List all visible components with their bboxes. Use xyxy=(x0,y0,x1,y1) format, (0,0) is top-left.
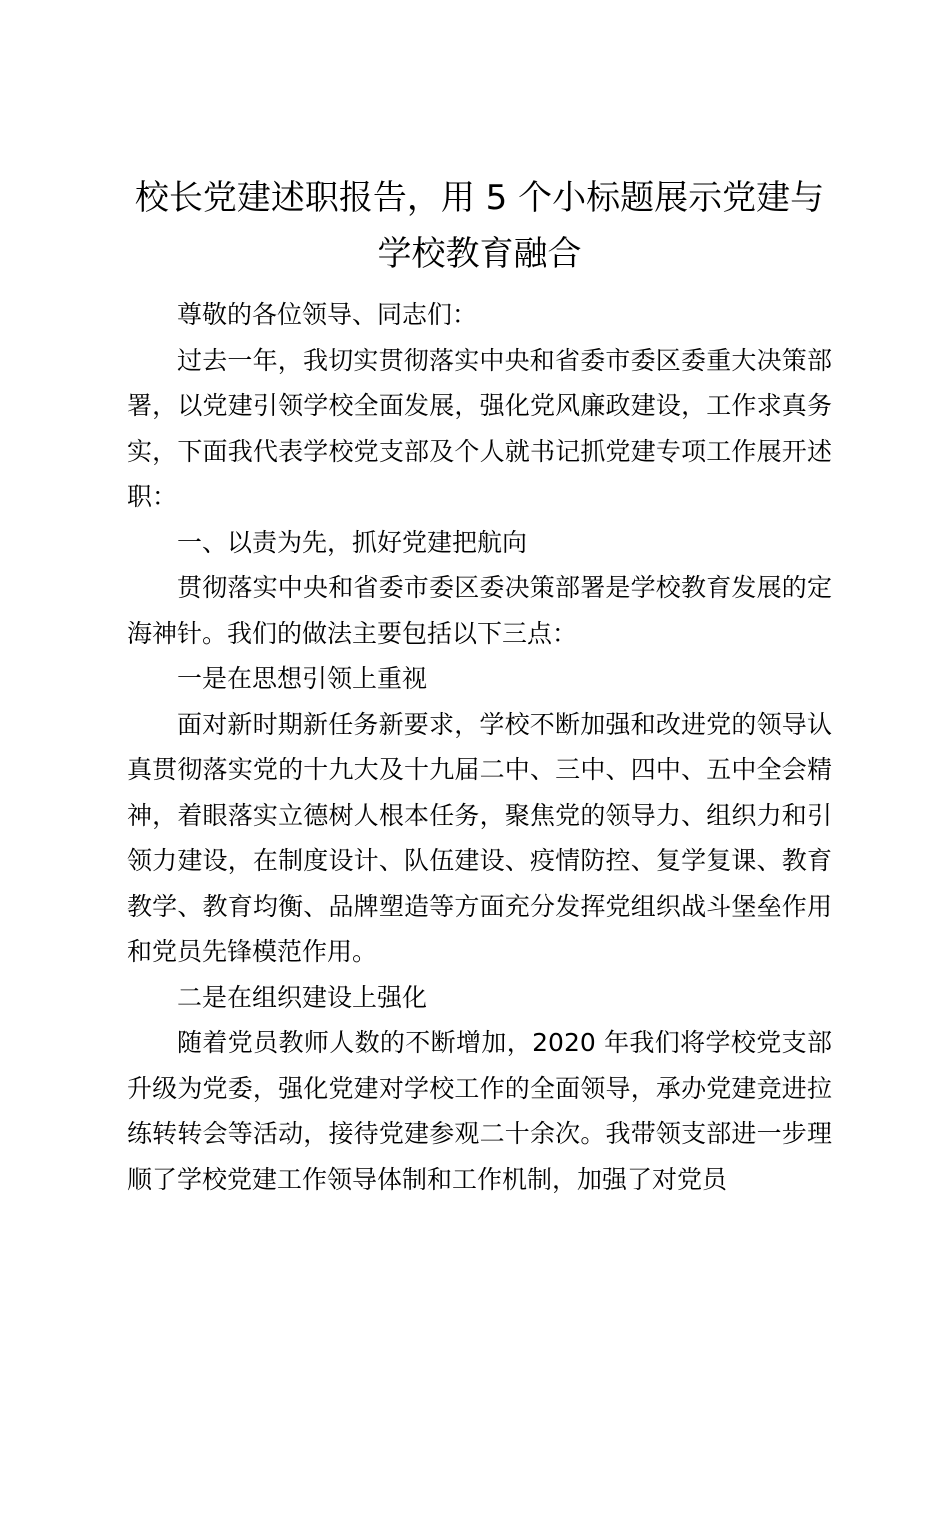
subheading-thought-leadership: 一是在思想引领上重视 xyxy=(177,664,428,693)
intro-paragraph: 过去一年，我切实贯彻落实中央和省委市委区委重大决策部署，以党建引领学校全面发展，强化党风廉政建设，工作求真务实，下面我代表学校党支部及个人就书记抓党建专项工作展开述职： xyxy=(127,345,832,511)
document-body xyxy=(127,292,832,1202)
subheading-organization-building: 二是在组织建设上强化 xyxy=(177,982,428,1012)
salutation: 尊敬的各位领导、同志们： xyxy=(177,300,478,329)
section-intro-paragraph: 贯彻落实中央和省委市委区委决策部署是学校教育发展的定海神针。我们的做法主要包括以下三点： xyxy=(127,573,832,648)
section-heading: 一、以责为先，抓好党建把航向 xyxy=(177,527,528,557)
document-page xyxy=(0,170,950,1514)
organization-building-paragraph: 随着党员教师人数的不断增加，2020 年我们将学校党支部升级为党委，强化党建对学校工作的全面领导，承办党建竞进拉练转转会等活动，接待党建参观二十余次。我带领支部进一步理顺了学校党建工作领导体制和工作机制，加强了对党员 xyxy=(127,1028,832,1194)
document-title: 校长党建述职报告，用 5 个小标题展示党建与学校教育融合 xyxy=(134,178,825,274)
thought-leadership-paragraph: 面对新时期新任务新要求，学校不断加强和改进党的领导认真贯彻落实党的十九大及十九届二中、三中、四中、五中全会精神，着眼落实立德树人根本任务，聚焦党的领导力、组织力和引领力建设，在制度设计、队伍建设、疫情防控、复学复课、教育教学、教育均衡、品牌塑造等方面充分发挥党组织战斗堡垒作用和党员先锋模范作用。 xyxy=(127,709,832,966)
